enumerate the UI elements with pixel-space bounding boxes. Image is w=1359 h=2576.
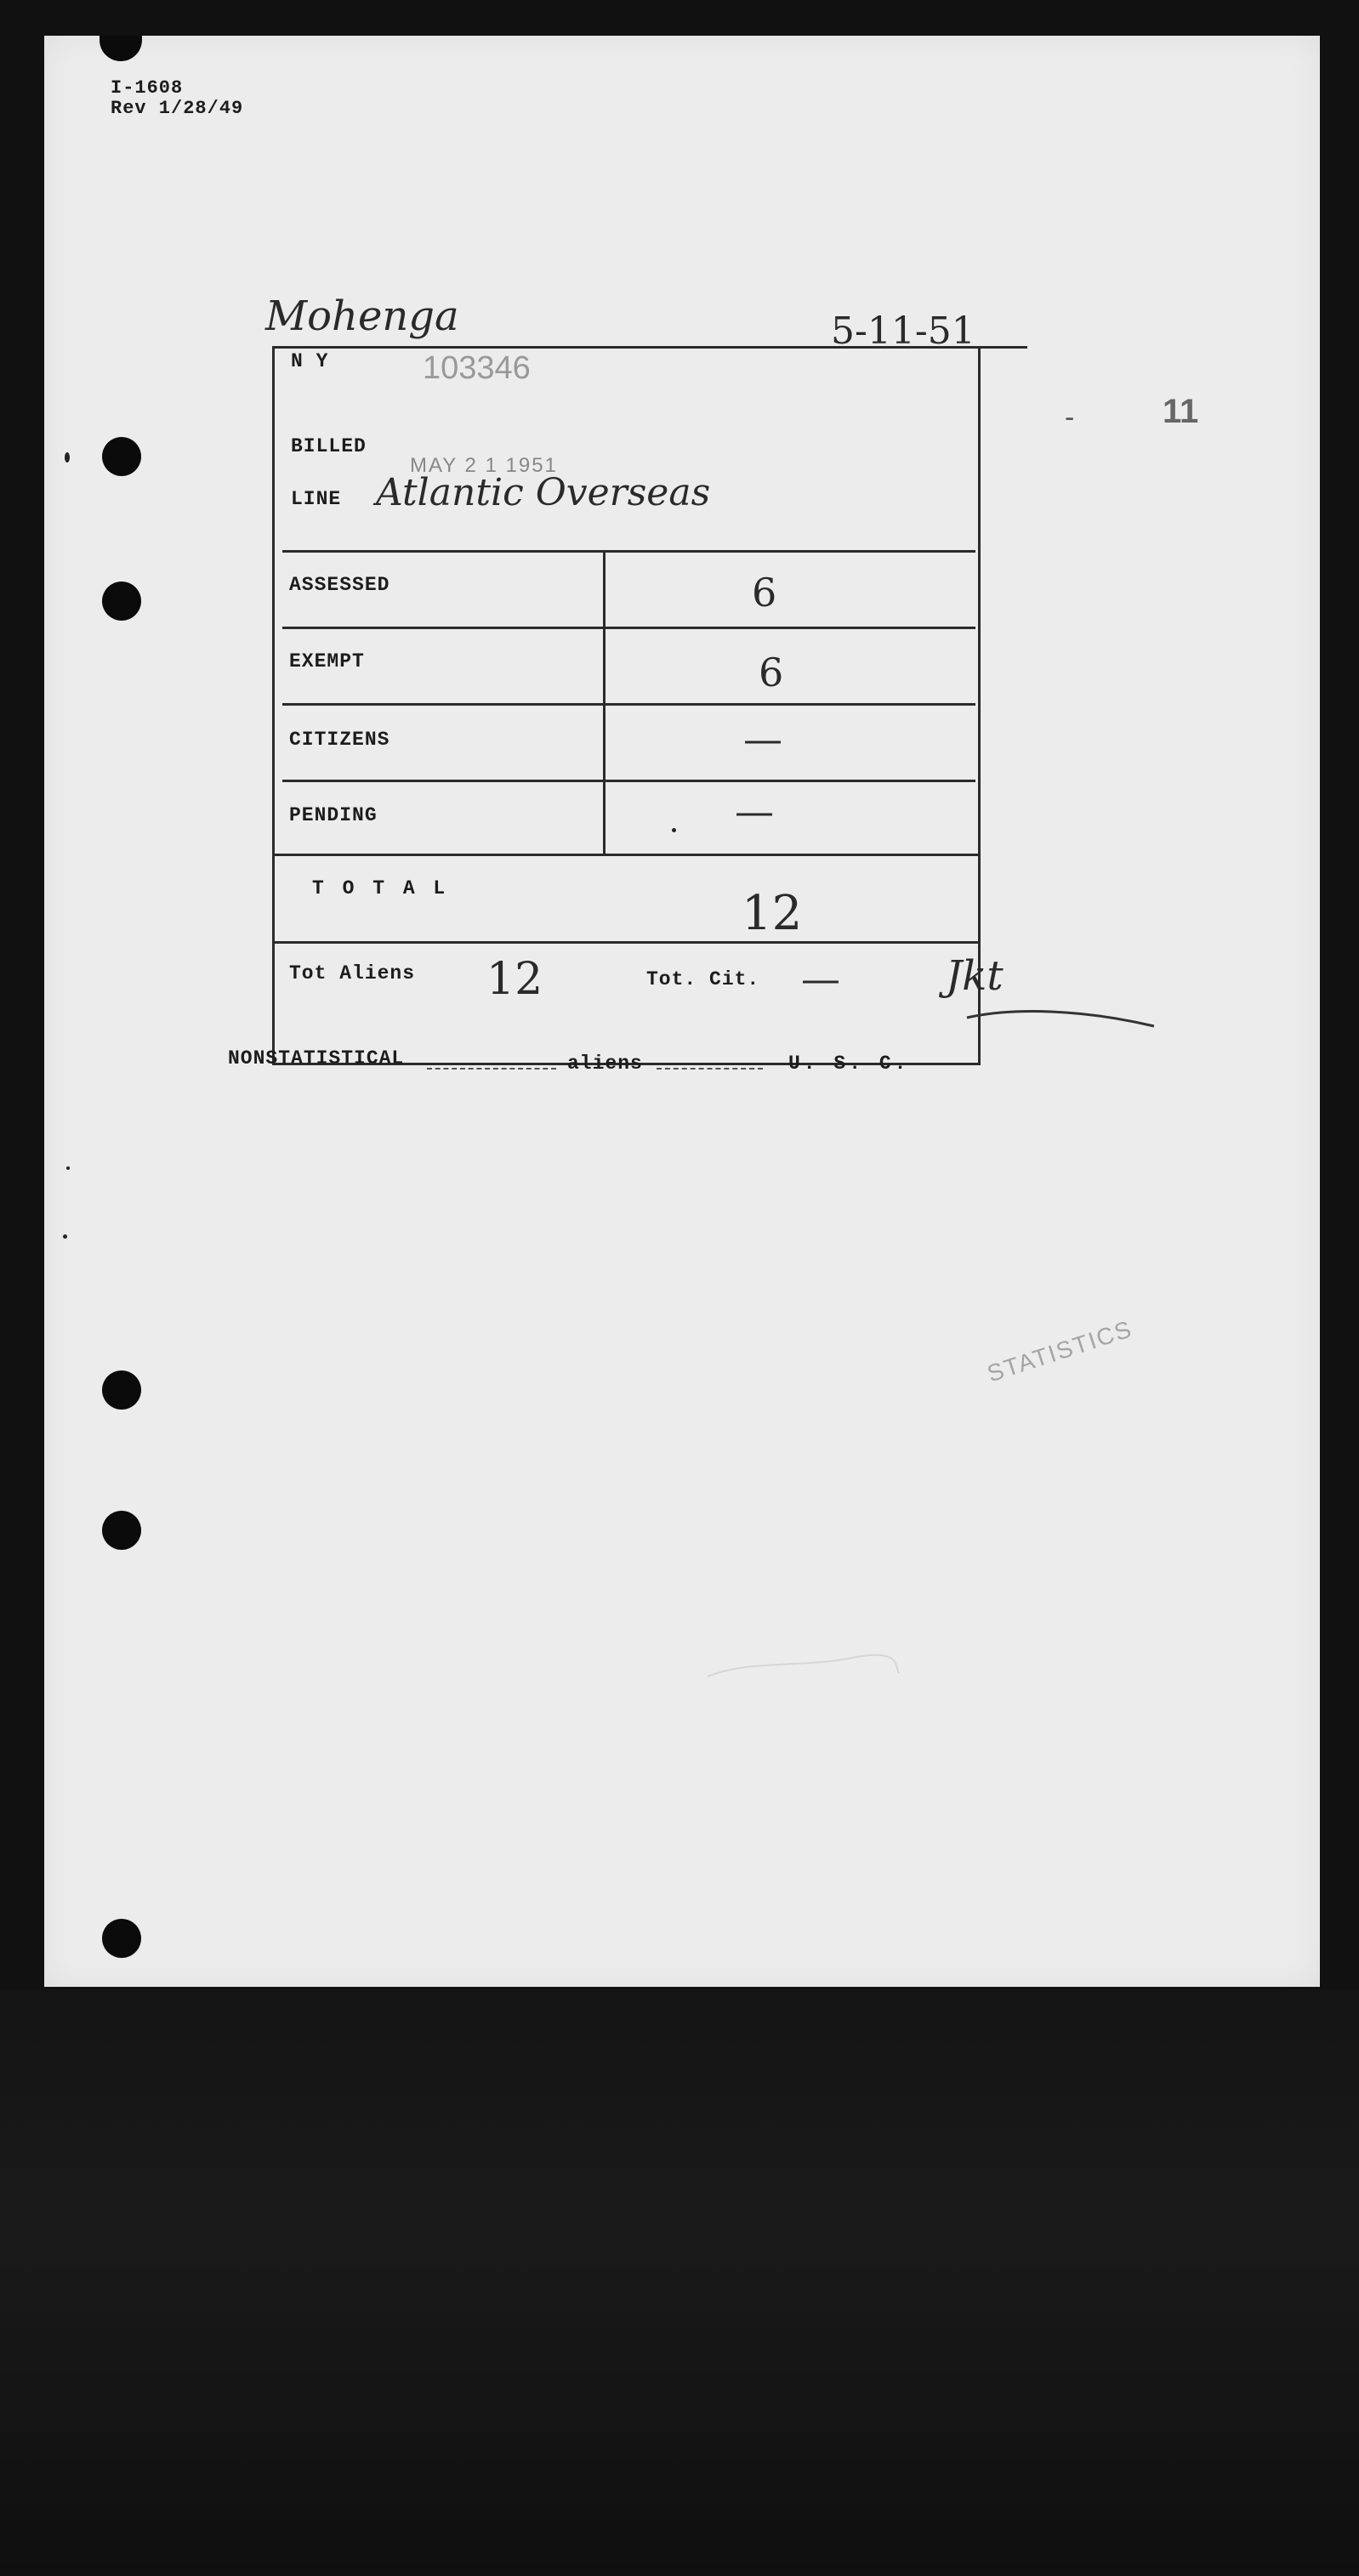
total-value: 12 [742, 886, 803, 941]
row-label-assessed: ASSESSED [289, 574, 390, 596]
tot-aliens-value: 12 [486, 954, 543, 1005]
record-date: 5-11-51 [831, 309, 975, 353]
vessel-name: Mohenga [265, 292, 459, 340]
punch-hole-3 [102, 1370, 141, 1410]
row-value-pending: — [735, 788, 774, 834]
speck [65, 452, 70, 462]
box-top-border [272, 346, 1027, 349]
line-label: LINE [291, 488, 342, 510]
speck [66, 1166, 70, 1170]
billed-label: BILLED [291, 435, 367, 457]
faint-mark [699, 1643, 903, 1694]
aliens-label: aliens [567, 1053, 643, 1075]
row-value-exempt: 6 [759, 650, 784, 695]
usc-label: U. S. C. [788, 1053, 910, 1075]
form-number: I-1608 [111, 77, 184, 99]
tot-cit-value: — [801, 956, 840, 1001]
row-value-citizens: — [743, 716, 782, 762]
total-label: T O T A L [312, 877, 449, 899]
statistics-stamp: STATISTICS [984, 1315, 1136, 1387]
row-label-exempt: EXEMPT [289, 650, 365, 672]
page-number: 11 [1163, 393, 1199, 430]
punch-hole-top [100, 36, 142, 61]
speck [63, 1234, 67, 1239]
row-label-pending: PENDING [289, 804, 378, 826]
nt-label: N Y [291, 350, 329, 372]
tot-cit-label: Tot. Cit. [646, 968, 760, 990]
form-revision: Rev 1/28/49 [111, 98, 244, 119]
table-rule [282, 550, 975, 553]
initials-underline [963, 1001, 1158, 1035]
line-value: Atlantic Overseas [376, 471, 711, 514]
nt-number: 103346 [423, 350, 531, 386]
table-rule [282, 703, 975, 706]
tot-aliens-label: Tot Aliens [289, 962, 416, 984]
billed-date-stamp: MAY 2 1 1951 [410, 454, 558, 477]
aliens-blank [657, 1068, 763, 1070]
punch-hole-1 [102, 437, 141, 476]
row-value-assessed: 6 [752, 570, 777, 616]
speck [672, 828, 676, 832]
table-divider [603, 552, 606, 854]
table-rule [282, 780, 975, 782]
form-sheet [44, 36, 1320, 1987]
punch-hole-2 [102, 582, 141, 621]
table-rule [282, 627, 975, 629]
scan-background [0, 1989, 1359, 2576]
table-rule [272, 941, 978, 944]
initials: Jkt [946, 952, 1004, 1000]
nonstatistical-label: NONSTATISTICAL [228, 1047, 405, 1070]
box-left-border [272, 346, 275, 1064]
punch-hole-5 [102, 1919, 141, 1958]
page-dash: - [1065, 401, 1075, 434]
punch-hole-4 [102, 1511, 141, 1550]
row-label-citizens: CITIZENS [289, 729, 390, 751]
nonstatistical-blank [427, 1068, 556, 1070]
table-rule [272, 854, 978, 856]
